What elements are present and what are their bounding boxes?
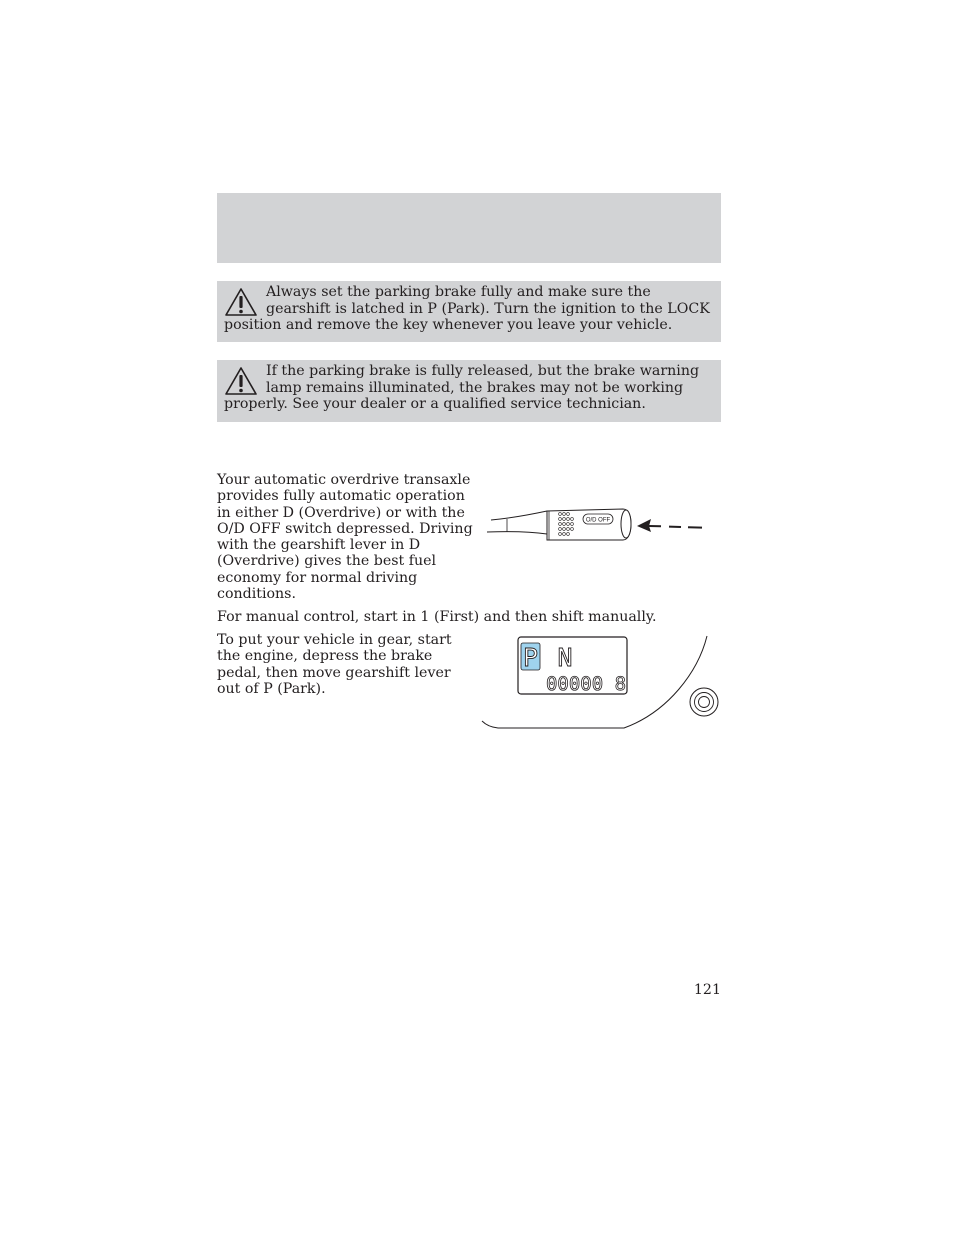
paragraph-overdrive: Your automatic overdrive transaxle provides fully automatic operation in either D (Overdrive) or with the O/D OFF switch depressed. Driving with the gearshift lever in D (Overdrive) gives the best fuel economy for normal driving conditions. (217, 472, 473, 603)
page-number: 121 (693, 982, 721, 998)
gearshift-lever-illustration (483, 498, 713, 556)
paragraph-put-in-gear: To put your vehicle in gear, start the engine, depress the brake pedal, then move gearshift lever out of P (Park). (217, 632, 452, 697)
warning-box-parking (217, 281, 721, 342)
instrument-cluster-illustration (478, 632, 722, 732)
gear-indicator-p: P (522, 643, 539, 672)
warning-text: Always set the parking brake fully and make sure the gearshift is latched in P (Park). Turn the ignition to the LOCK position and remove the key whenever you leave your vehicle. (224, 284, 710, 333)
warning-triangle-icon (224, 287, 258, 317)
warning-triangle-icon (224, 366, 258, 396)
gear-indicator-n: N (557, 643, 573, 672)
section-header-band (217, 193, 721, 263)
warning-text: If the parking brake is fully released, but the brake warning lamp remains illuminated, the brakes may not be working properly. See your dealer or a qualified service technician. (224, 363, 700, 412)
od-off-switch-label: O/D OFF (585, 517, 611, 524)
warning-box-brake-lamp (217, 360, 721, 422)
odometer-readout: 00000 8 (545, 673, 627, 695)
paragraph-manual-control: For manual control, start in 1 (First) and then shift manually. (217, 609, 657, 625)
